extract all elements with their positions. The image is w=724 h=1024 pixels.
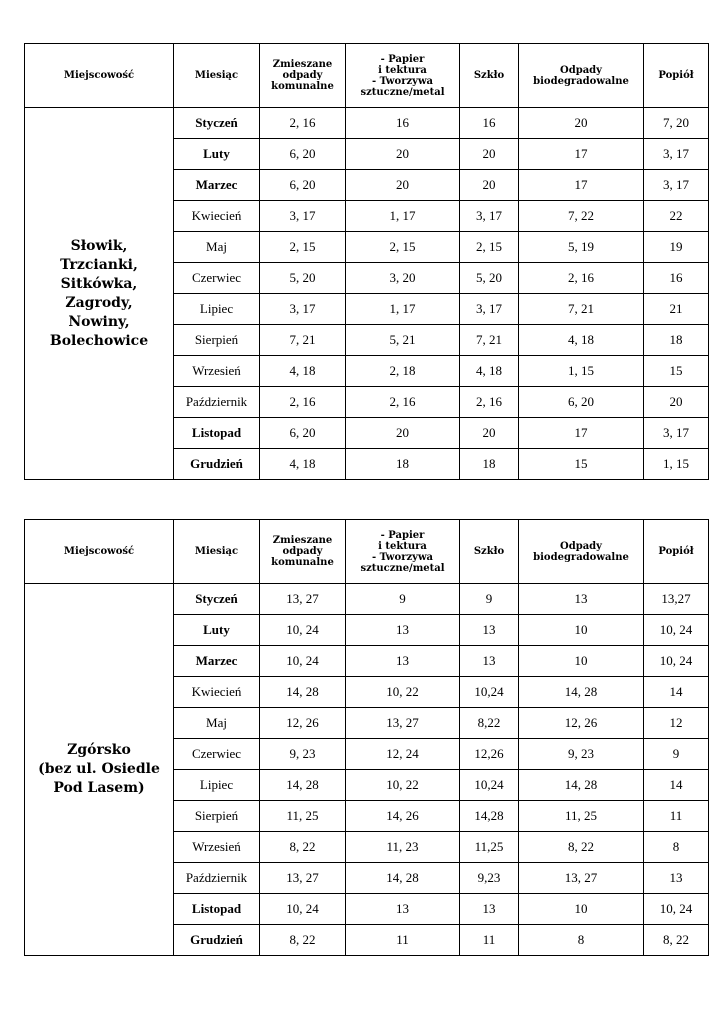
mixed-waste-cell: 2, 15 — [260, 232, 346, 263]
ash-cell: 7, 20 — [644, 108, 709, 139]
bio-waste-cell: 6, 20 — [519, 387, 644, 418]
header-mixed-waste: Zmieszane odpady komunalne — [260, 520, 346, 584]
place-name-line: Trzcianki, — [60, 256, 138, 273]
schedule-table-1 — [24, 43, 709, 480]
ash-cell: 3, 17 — [644, 170, 709, 201]
glass-cell: 13 — [460, 894, 519, 925]
ash-cell: 10, 24 — [644, 615, 709, 646]
place-name — [25, 108, 174, 480]
place-name-line: Pod Lasem) — [53, 780, 145, 796]
mixed-waste-cell: 4, 18 — [260, 356, 346, 387]
bio-waste-cell: 10 — [519, 615, 644, 646]
paper-plastic-cell: 2, 18 — [346, 356, 460, 387]
ash-cell: 10, 24 — [644, 646, 709, 677]
place-name-line: Sitkówka, — [60, 275, 138, 292]
paper-plastic-cell: 13, 27 — [346, 708, 460, 739]
paper-plastic-cell: 13 — [346, 646, 460, 677]
glass-cell: 3, 17 — [460, 294, 519, 325]
glass-cell: 18 — [460, 449, 519, 480]
paper-plastic-cell: 2, 15 — [346, 232, 460, 263]
glass-cell: 2, 16 — [460, 387, 519, 418]
table-header — [25, 520, 709, 584]
mixed-waste-cell: 10, 24 — [260, 615, 346, 646]
ash-cell: 13 — [644, 863, 709, 894]
paper-plastic-cell: 1, 17 — [346, 201, 460, 232]
paper-plastic-cell: 5, 21 — [346, 325, 460, 356]
header-place: Miejscowość — [25, 44, 174, 108]
ash-cell: 10, 24 — [644, 894, 709, 925]
paper-plastic-cell: 13 — [346, 615, 460, 646]
ash-cell: 20 — [644, 387, 709, 418]
month-cell: Wrzesień — [174, 356, 260, 387]
bio-waste-cell: 8 — [519, 925, 644, 956]
mixed-waste-cell: 6, 20 — [260, 139, 346, 170]
glass-cell: 2, 15 — [460, 232, 519, 263]
mixed-waste-cell: 13, 27 — [260, 584, 346, 615]
mixed-waste-cell: 6, 20 — [260, 418, 346, 449]
paper-plastic-cell: 2, 16 — [346, 387, 460, 418]
month-cell: Kwiecień — [174, 201, 260, 232]
month-cell: Czerwiec — [174, 263, 260, 294]
mixed-waste-cell: 3, 17 — [260, 294, 346, 325]
bio-waste-cell: 17 — [519, 139, 644, 170]
glass-cell: 10,24 — [460, 677, 519, 708]
ash-cell: 9 — [644, 739, 709, 770]
header-glass: Szkło — [460, 44, 519, 108]
paper-plastic-cell: 11 — [346, 925, 460, 956]
paper-plastic-cell: 12, 24 — [346, 739, 460, 770]
mixed-waste-cell: 10, 24 — [260, 646, 346, 677]
month-cell: Marzec — [174, 170, 260, 201]
month-cell: Czerwiec — [174, 739, 260, 770]
paper-plastic-cell: 16 — [346, 108, 460, 139]
mixed-waste-cell: 13, 27 — [260, 863, 346, 894]
bio-waste-cell: 17 — [519, 418, 644, 449]
mixed-waste-cell: 7, 21 — [260, 325, 346, 356]
paper-plastic-cell: 10, 22 — [346, 677, 460, 708]
month-cell: Listopad — [174, 894, 260, 925]
mixed-waste-cell: 11, 25 — [260, 801, 346, 832]
bio-waste-cell: 17 — [519, 170, 644, 201]
table-body — [25, 108, 709, 480]
mixed-waste-cell: 6, 20 — [260, 170, 346, 201]
paper-plastic-cell: 11, 23 — [346, 832, 460, 863]
mixed-waste-cell: 14, 28 — [260, 770, 346, 801]
bio-waste-cell: 10 — [519, 894, 644, 925]
header-row — [25, 44, 709, 108]
ash-cell: 3, 17 — [644, 139, 709, 170]
month-cell: Październik — [174, 387, 260, 418]
paper-plastic-cell: 13 — [346, 894, 460, 925]
ash-cell: 14 — [644, 770, 709, 801]
paper-plastic-cell: 9 — [346, 584, 460, 615]
ash-cell: 13,27 — [644, 584, 709, 615]
bio-waste-cell: 2, 16 — [519, 263, 644, 294]
header-glass: Szkło — [460, 520, 519, 584]
bio-waste-cell: 7, 21 — [519, 294, 644, 325]
bio-waste-cell: 10 — [519, 646, 644, 677]
glass-cell: 14,28 — [460, 801, 519, 832]
place-name — [25, 584, 174, 956]
glass-cell: 12,26 — [460, 739, 519, 770]
header-bio-waste: Odpady biodegradowalne — [519, 520, 644, 584]
header-month: Miesiąc — [174, 520, 260, 584]
table-body — [25, 584, 709, 956]
bio-waste-cell: 1, 15 — [519, 356, 644, 387]
table-row — [25, 108, 709, 139]
ash-cell: 15 — [644, 356, 709, 387]
glass-cell: 13 — [460, 646, 519, 677]
month-cell: Marzec — [174, 646, 260, 677]
mixed-waste-cell: 14, 28 — [260, 677, 346, 708]
paper-plastic-cell: 10, 22 — [346, 770, 460, 801]
header-paper-plastic: - Papier i tektura - Tworzywa sztuczne/metal — [346, 520, 460, 584]
ash-cell: 3, 17 — [644, 418, 709, 449]
paper-plastic-cell: 20 — [346, 418, 460, 449]
month-cell: Grudzień — [174, 925, 260, 956]
mixed-waste-cell: 5, 20 — [260, 263, 346, 294]
glass-cell: 20 — [460, 170, 519, 201]
glass-cell: 20 — [460, 139, 519, 170]
header-ash: Popiół — [644, 520, 709, 584]
table-row — [25, 584, 709, 615]
glass-cell: 4, 18 — [460, 356, 519, 387]
ash-cell: 16 — [644, 263, 709, 294]
mixed-waste-cell: 8, 22 — [260, 832, 346, 863]
glass-cell: 9,23 — [460, 863, 519, 894]
month-cell: Maj — [174, 708, 260, 739]
mixed-waste-cell: 2, 16 — [260, 108, 346, 139]
glass-cell: 3, 17 — [460, 201, 519, 232]
place-name-line: Bolechowice — [49, 332, 149, 349]
place-name-line: Słowik, — [70, 237, 128, 254]
ash-cell: 22 — [644, 201, 709, 232]
header-row — [25, 520, 709, 584]
header-month: Miesiąc — [174, 44, 260, 108]
bio-waste-cell: 7, 22 — [519, 201, 644, 232]
bio-waste-cell: 9, 23 — [519, 739, 644, 770]
glass-cell: 13 — [460, 615, 519, 646]
paper-plastic-cell: 3, 20 — [346, 263, 460, 294]
month-cell: Styczeń — [174, 108, 260, 139]
ash-cell: 18 — [644, 325, 709, 356]
table-header — [25, 44, 709, 108]
glass-cell: 16 — [460, 108, 519, 139]
glass-cell: 11,25 — [460, 832, 519, 863]
header-place: Miejscowość — [25, 520, 174, 584]
glass-cell: 5, 20 — [460, 263, 519, 294]
month-cell: Maj — [174, 232, 260, 263]
header-paper-plastic: - Papier i tektura - Tworzywa sztuczne/metal — [346, 44, 460, 108]
paper-plastic-cell: 14, 26 — [346, 801, 460, 832]
bio-waste-cell: 13 — [519, 584, 644, 615]
bio-waste-cell: 13, 27 — [519, 863, 644, 894]
ash-cell: 1, 15 — [644, 449, 709, 480]
schedule-table-2 — [24, 519, 709, 956]
mixed-waste-cell: 3, 17 — [260, 201, 346, 232]
month-cell: Styczeń — [174, 584, 260, 615]
place-name-line: Zagrody, — [65, 294, 133, 311]
paper-plastic-cell: 18 — [346, 449, 460, 480]
month-cell: Grudzień — [174, 449, 260, 480]
ash-cell: 8, 22 — [644, 925, 709, 956]
paper-plastic-cell: 14, 28 — [346, 863, 460, 894]
month-cell: Listopad — [174, 418, 260, 449]
paper-plastic-cell: 20 — [346, 170, 460, 201]
ash-cell: 12 — [644, 708, 709, 739]
bio-waste-cell: 5, 19 — [519, 232, 644, 263]
glass-cell: 20 — [460, 418, 519, 449]
glass-cell: 11 — [460, 925, 519, 956]
bio-waste-cell: 4, 18 — [519, 325, 644, 356]
mixed-waste-cell: 2, 16 — [260, 387, 346, 418]
place-name-line: Nowiny, — [68, 313, 130, 330]
paper-plastic-cell: 1, 17 — [346, 294, 460, 325]
glass-cell: 7, 21 — [460, 325, 519, 356]
bio-waste-cell: 12, 26 — [519, 708, 644, 739]
place-name-line: (bez ul. Osiedle — [38, 761, 160, 777]
mixed-waste-cell: 10, 24 — [260, 894, 346, 925]
bio-waste-cell: 8, 22 — [519, 832, 644, 863]
month-cell: Kwiecień — [174, 677, 260, 708]
glass-cell: 9 — [460, 584, 519, 615]
bio-waste-cell: 20 — [519, 108, 644, 139]
bio-waste-cell: 14, 28 — [519, 677, 644, 708]
month-cell: Październik — [174, 863, 260, 894]
header-mixed-waste: Zmieszane odpady komunalne — [260, 44, 346, 108]
mixed-waste-cell: 12, 26 — [260, 708, 346, 739]
paper-plastic-cell: 20 — [346, 139, 460, 170]
glass-cell: 8,22 — [460, 708, 519, 739]
ash-cell: 8 — [644, 832, 709, 863]
month-cell: Lipiec — [174, 770, 260, 801]
mixed-waste-cell: 4, 18 — [260, 449, 346, 480]
header-bio-waste: Odpady biodegradowalne — [519, 44, 644, 108]
month-cell: Luty — [174, 139, 260, 170]
header-ash: Popiół — [644, 44, 709, 108]
month-cell: Luty — [174, 615, 260, 646]
glass-cell: 10,24 — [460, 770, 519, 801]
mixed-waste-cell: 8, 22 — [260, 925, 346, 956]
place-name-line: Zgórsko — [67, 742, 131, 758]
mixed-waste-cell: 9, 23 — [260, 739, 346, 770]
bio-waste-cell: 14, 28 — [519, 770, 644, 801]
month-cell: Sierpień — [174, 801, 260, 832]
bio-waste-cell: 11, 25 — [519, 801, 644, 832]
month-cell: Sierpień — [174, 325, 260, 356]
ash-cell: 21 — [644, 294, 709, 325]
bio-waste-cell: 15 — [519, 449, 644, 480]
ash-cell: 19 — [644, 232, 709, 263]
month-cell: Lipiec — [174, 294, 260, 325]
ash-cell: 14 — [644, 677, 709, 708]
month-cell: Wrzesień — [174, 832, 260, 863]
ash-cell: 11 — [644, 801, 709, 832]
